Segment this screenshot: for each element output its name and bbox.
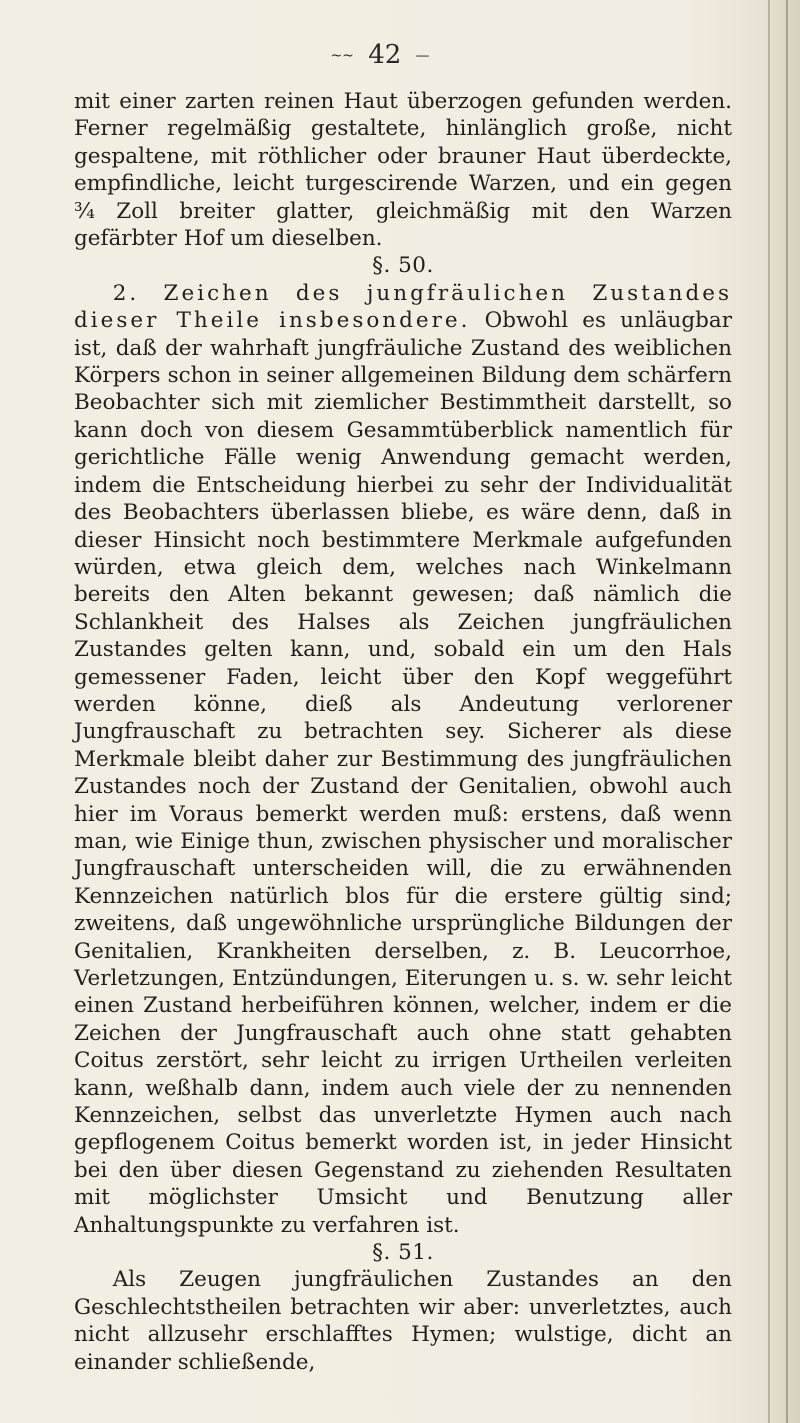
paragraph-heading	[74, 280, 732, 1239]
section-heading-51: §. 51.	[372, 1240, 434, 1266]
page-header	[0, 40, 760, 70]
header-ornament-right: —	[415, 48, 430, 64]
body-text	[74, 88, 732, 1376]
section-heading-50: §. 50.	[372, 253, 434, 279]
header-ornament-left: ~~	[330, 48, 354, 64]
page-edge-line-outer	[786, 0, 788, 1423]
paragraph: mit einer zarten reinen Haut überzogen gefunden werden. Ferner regelmäßig gestaltete, hinlänglich große, nicht gespaltene, mit röthlicher oder brauner Haut überdeckte, empfindliche, leicht turgescirende Warzen, und ein gegen ¾ Zoll breiter glatter, gleichmäßig mit den Warzen gefärbter Hof um dieselben.	[74, 89, 732, 252]
paragraph: Obwohl es unläugbar ist, daß der wahrhaft jungfräuliche Zustand des weiblichen Körpers schon in seiner allgemeinen Bildung dem schärfern Beobachter sich mit ziemlicher Bestimmtheit darstellt, so kann doch von diesem Gesammtüberblick namentlich für gerichtliche Fälle wenig Anwendung gemacht werden, indem die Entscheidung hierbei zu sehr der Individualität des Beobachters überlassen bliebe, es wäre denn, daß in dieser Hinsicht noch bestimmtere Merkmale aufgefunden würden, etwa gleich dem, welches nach Winkelmann bereits den Alten bekannt gewesen; daß nämlich die Schlankheit des Halses als Zeichen jungfräulichen Zustandes gelten kann, und, sobald ein um den Hals gemessener Faden, leicht über den Kopf weggeführt werden könne, dieß als Andeutung verlorener Jungfrauschaft zu betrachten sey. Sicherer als diese Merkmale bleibt daher zur Bestimmung des jungfräulichen Zustandes noch der Zustand der Genitalien, obwohl auch hier im Voraus bemerkt werden muß: erstens, daß wenn man, wie Einige thun, zwischen physischer und moralischer Jungfrauschaft unterscheiden will, die zu erwähnenden Kennzeichen natürlich blos für die erstere gültig sind; zweitens, daß ungewöhnliche ursprüngliche Bildungen der Genitalien, Krankheiten derselben, z. B. Leucorrhoe, Verletzungen, Entzündungen, Eiterungen u. s. w. sehr leicht einen Zustand herbeiführen können, welcher, indem er die Zeichen der Jungfrauschaft auch ohne statt gehabten Coitus zerstört, sehr leicht zu irrigen Urtheilen verleiten kann, weßhalb dann, indem auch viele der zu nennenden Kennzeichen, selbst das unverletzte Hymen auch nach gepflogenem Coitus bemerkt worden ist, in jeder Hinsicht bei den über diesen Gegenstand zu ziehenden Resultaten mit möglichster Umsicht und Benutzung aller Anhaltungspunkte zu verfahren ist.	[74, 308, 732, 1238]
subsection-title: 2. Zeichen des jungfräulichen Zustandes dieser Theile insbesondere.	[74, 280, 732, 334]
page-number: 42	[368, 40, 402, 70]
page-edge-line	[768, 0, 770, 1423]
paragraph: Als Zeugen jungfräulichen Zustandes an den Geschlechtstheilen betrachten wir aber: unverletztes, auch nicht allzusehr erschlafftes Hymen; wulstige, dicht an einander schließende,	[74, 1267, 732, 1375]
